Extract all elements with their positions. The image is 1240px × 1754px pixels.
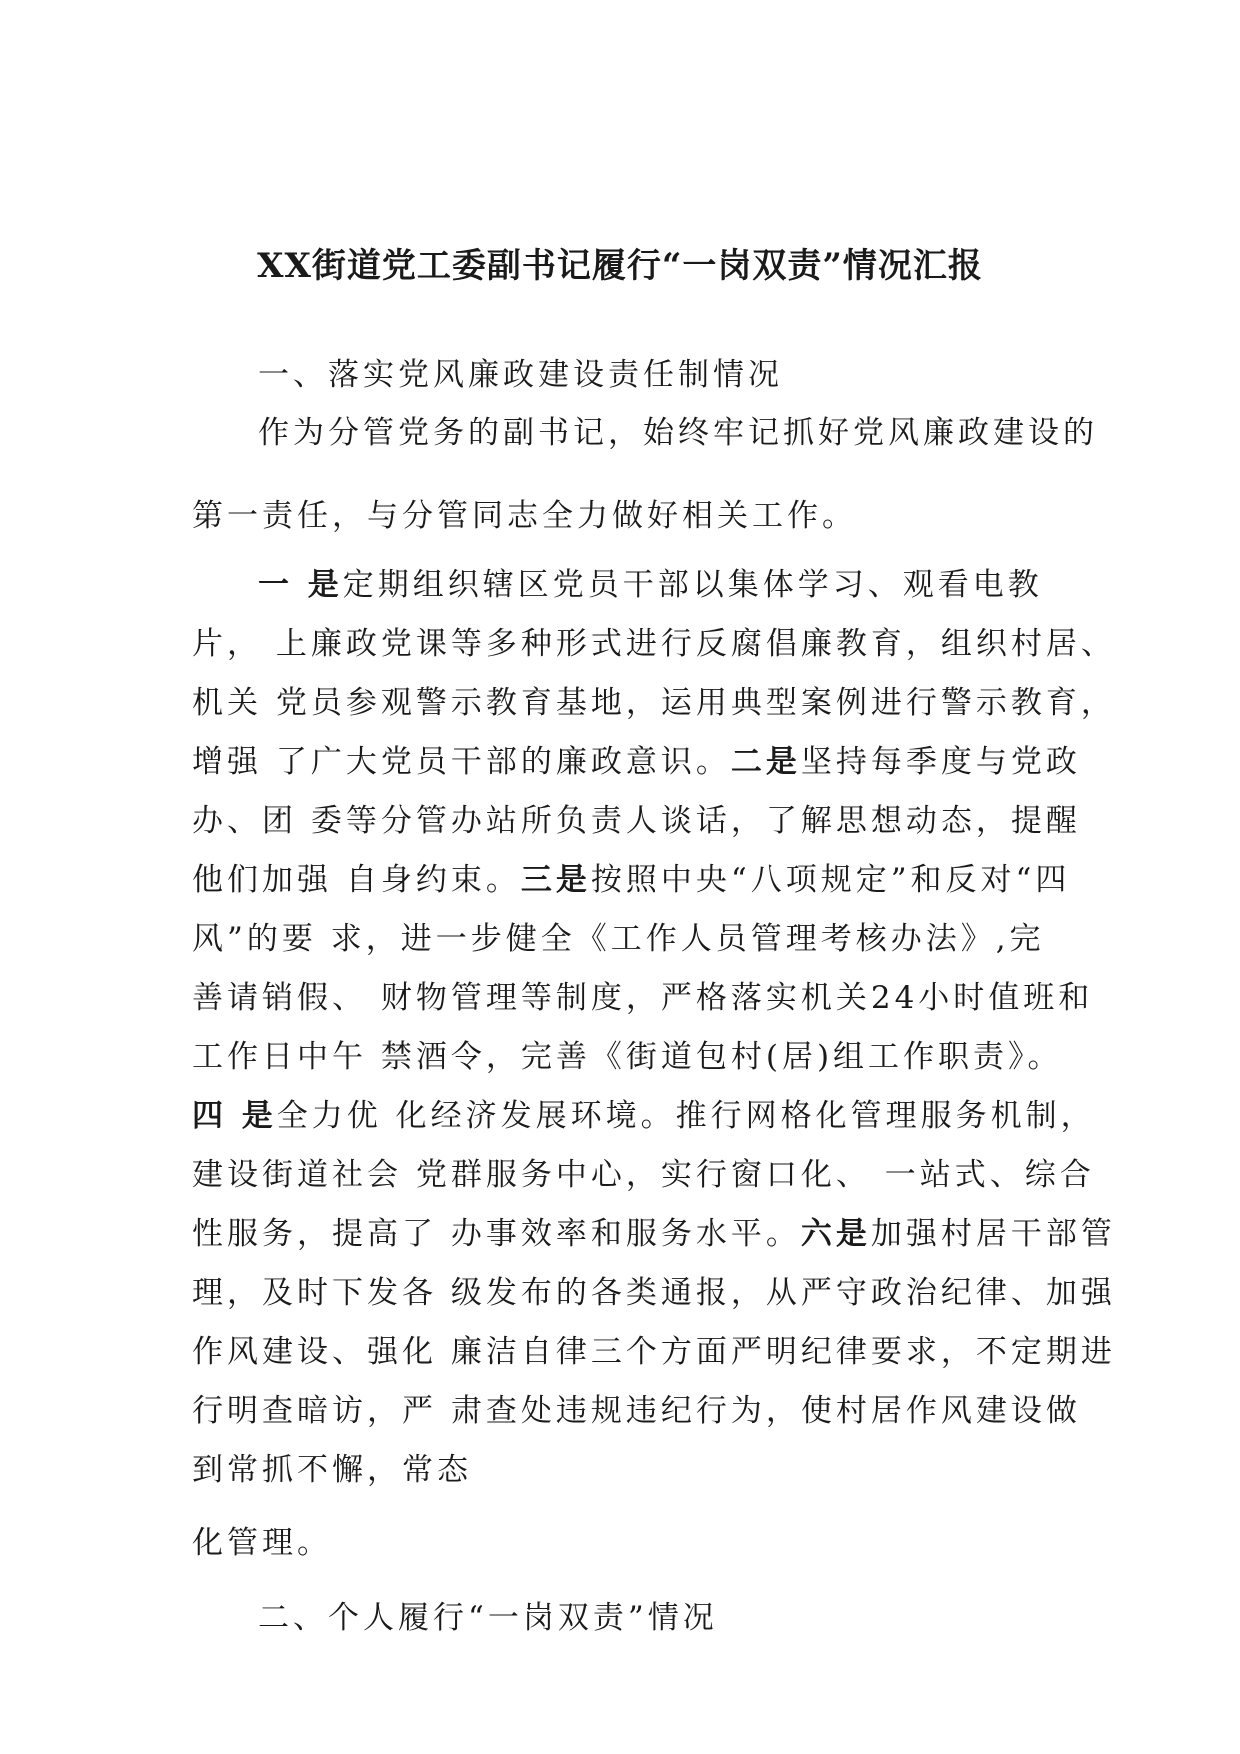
- intro-line-2: 第一责任，与分管同志全力做好相关工作。: [192, 498, 857, 534]
- point-4-text: 全力优 化经济发展环境。推行网格化管理服务机制，: [276, 1098, 1096, 1134]
- point-3-lead: 三是: [520, 862, 591, 898]
- paragraph-line-4: [192, 742, 1081, 782]
- paragraph-line-6-text: 他们加强 自身约束。: [192, 862, 521, 898]
- point-6-lead: 六是: [800, 1216, 871, 1252]
- point-1-text: 定期组织辖区党员干部以集体学习、观看电教: [342, 567, 1043, 603]
- paragraph-line-13: 理，及时下发各 级发布的各类通报，从严守政治纪律、加强: [192, 1275, 1116, 1311]
- point-2-text: 坚持每季度与党政: [800, 744, 1081, 780]
- paragraph-line-11: 建设街道社会 党群服务中心，实行窗口化、 一站式、综合: [192, 1157, 1095, 1193]
- paragraph-line-12: [192, 1214, 1116, 1254]
- paragraph-line-16: 到常抓不懈，常态: [192, 1452, 472, 1488]
- paragraph-line-7: 风”的要 求，进一步健全《工作人员管理考核办法》,完: [192, 921, 1045, 957]
- section-2-heading: 二、个人履行“一岗双责”情况: [258, 1600, 718, 1636]
- point-6-text: 加强村居干部管: [870, 1216, 1116, 1252]
- paragraph-line-4-text: 增强 了广大党员干部的廉政意识。: [192, 744, 731, 780]
- paragraph-line-1: [258, 565, 1043, 605]
- document-title: XX街道党工委副书记履行“一岗双责”情况汇报: [257, 246, 983, 286]
- paragraph-line-3: 机关 党员参观警示教育基地，运用典型案例进行警示教育，: [192, 685, 1116, 721]
- paragraph-line-5: 办、团 委等分管办站所负责人谈话，了解思想动态，提醒: [192, 803, 1081, 839]
- paragraph-line-8: 善请销假、 财物管理等制度，严格落实机关24小时值班和: [192, 980, 1094, 1016]
- paragraph-line-2: 片， 上廉政党课等多种形式进行反腐倡廉教育，组织村居、: [192, 626, 1116, 662]
- point-3-text: 按照中央“八项规定”和反对“四: [590, 862, 1071, 898]
- point-4-lead: 四 是: [192, 1098, 277, 1134]
- section-1-heading: 一、落实党风廉政建设责任制情况: [258, 357, 783, 393]
- paragraph-line-10: [192, 1096, 1096, 1136]
- paragraph-line-15: 行明查暗访，严 肃查处违规违纪行为，使村居作风建设做: [192, 1393, 1081, 1429]
- paragraph-line-9: 工作日中午 禁酒令，完善《街道包村(居)组工作职责》。: [192, 1039, 1063, 1075]
- intro-line-1: 作为分管党务的副书记，始终牢记抓好党风廉政建设的: [258, 415, 1098, 451]
- paragraph-line-12-text: 性服务，提高了 办事效率和服务水平。: [192, 1216, 801, 1252]
- paragraph-line-17: 化管理。: [192, 1525, 332, 1561]
- point-1-lead: 一 是: [258, 567, 343, 603]
- paragraph-line-14: 作风建设、强化 廉洁自律三个方面严明纪律要求，不定期进: [192, 1334, 1116, 1370]
- paragraph-line-6: [192, 860, 1070, 900]
- point-2-lead: 二是: [730, 744, 801, 780]
